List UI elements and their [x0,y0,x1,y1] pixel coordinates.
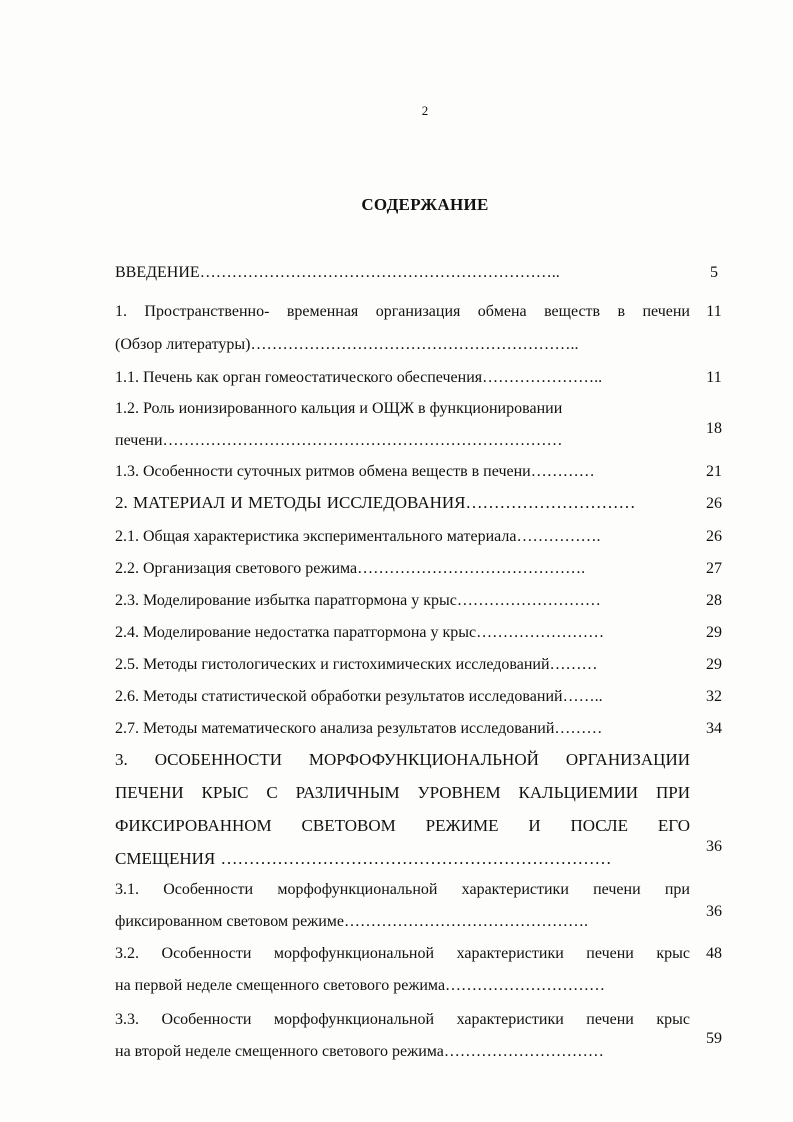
toc-entry-chapter-1-cont: (Обзор литературы)…………………………………………………….. [115,336,579,353]
toc-page-number: 27 [706,560,722,577]
toc-entry-chapter-3-cont: ФИКСИРОВАННОМ СВЕТОВОМ РЕЖИМЕ И ПОСЛЕ ЕГО [115,816,690,835]
toc-entry-1-1: 1.1. Печень как орган гомеостатического обеспечения………………….. [115,369,603,386]
toc-page-number: 11 [706,369,722,386]
toc-page-number: 5 [710,264,718,281]
toc-entry-introduction: ВВЕДЕНИЕ………………………………………………………….. [115,264,560,281]
toc-entry-3-3-cont: на второй неделе смещенного светового режима………………………… [115,1043,604,1060]
toc-page-number: 29 [706,624,722,641]
toc-page-number: 48 [706,945,722,962]
toc-entry-2-6: 2.6. Методы статистической обработки результатов исследований…….. [115,688,603,705]
toc-entry-chapter-3-cont: ПЕЧЕНИ КРЫС С РАЗЛИЧНЫМ УРОВНЕМ КАЛЬЦИЕМИИ ПРИ [115,783,690,802]
toc-page-number: 36 [706,903,722,920]
toc-entry-1-3: 1.3. Особенности суточных ритмов обмена веществ в печени………… [115,463,595,480]
toc-entry-2-5: 2.5. Методы гистологических и гистохимических исследований……… [115,656,598,673]
toc-page-number: 29 [706,656,722,673]
toc-entry-3-2: 3.2. Особенности морфофункциональной характеристики печени крыс [115,945,690,962]
toc-page-number: 26 [706,495,722,512]
toc-page-number: 34 [706,720,722,737]
toc-page-number: 32 [706,688,722,705]
toc-page-number: 26 [706,528,722,545]
toc-entry-3-1: 3.1. Особенности морфофункциональной характеристики печени при [115,881,690,898]
toc-page-number: 59 [706,1030,722,1047]
toc-entry-2-2: 2.2. Организация светового режима……………………………………. [115,560,586,577]
toc-page-number: 28 [706,592,722,609]
page-title: СОДЕРЖАНИЕ [361,195,489,214]
toc-entry-chapter-1: 1. Пространственно- временная организация обмена веществ в печени [115,303,690,320]
page-number: 2 [421,103,429,118]
toc-entry-chapter-3-cont: СМЕЩЕНИЯ …………………………………………………………… [115,849,612,868]
toc-page-number: 21 [706,463,722,480]
toc-entry-chapter-2: 2. МАТЕРИАЛ И МЕТОДЫ ИССЛЕДОВАНИЯ………………………… [115,493,636,512]
toc-entry-2-3: 2.3. Моделирование избытка паратгормона у крыс……………………… [115,592,601,609]
toc-page-number: 36 [706,838,722,855]
toc-entry-2-4: 2.4. Моделирование недостатка паратгормона у крыс…………………… [115,624,605,641]
toc-page-number: 11 [706,303,722,320]
toc-entry-3-2-cont: на первой неделе смещенного светового режима………………………… [115,977,606,994]
toc-entry-1-2-cont: печени………………………………………………………………… [115,432,563,449]
toc-entry-2-7: 2.7. Методы математического анализа результатов исследований……… [115,720,603,737]
toc-entry-3-1-cont: фиксированном световом режиме………………………………………. [115,913,589,930]
toc-entry-1-2: 1.2. Роль ионизированного кальция и ОЩЖ в функционировании [115,400,563,417]
toc-entry-2-1: 2.1. Общая характеристика экспериментального материала……………. [115,528,601,545]
toc-entry-chapter-3: 3. ОСОБЕННОСТИ МОРФОФУНКЦИОНАЛЬНОЙ ОРГАНИЗАЦИИ [115,750,690,769]
toc-page-number: 18 [706,420,722,437]
toc-entry-3-3: 3.3. Особенности морфофункциональной характеристики печени крыс [115,1011,690,1028]
